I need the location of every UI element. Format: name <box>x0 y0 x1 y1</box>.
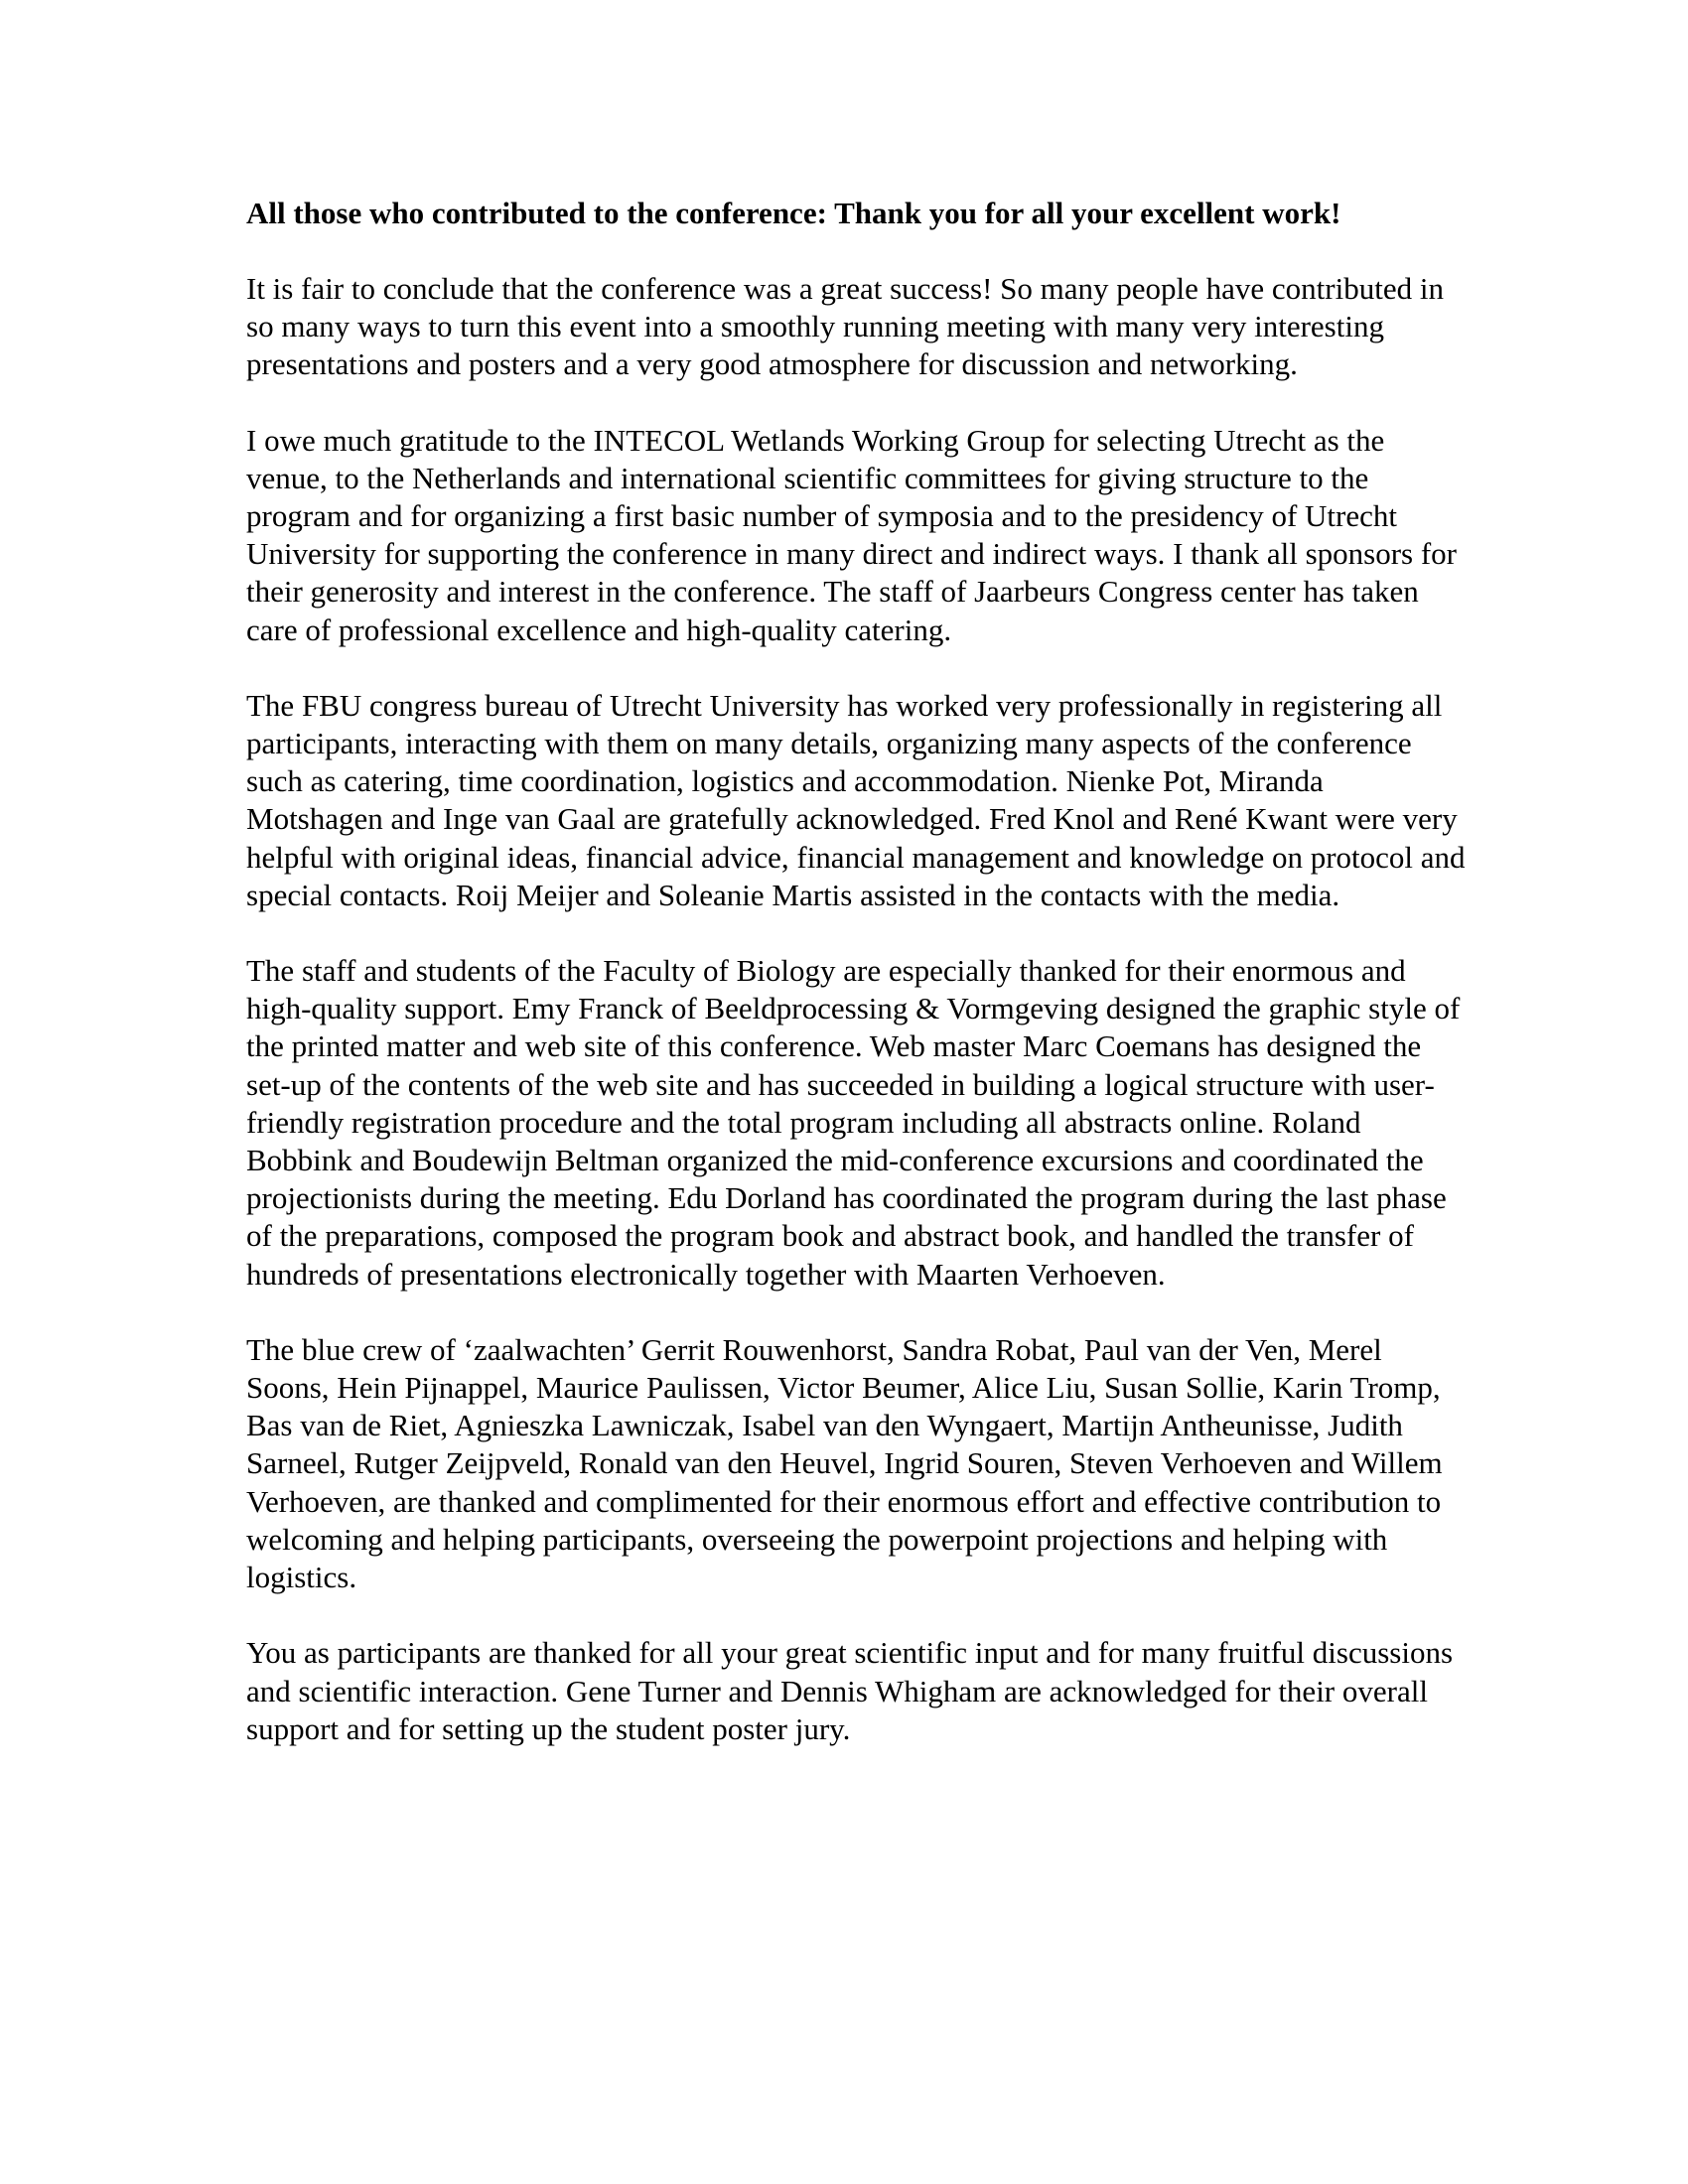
paragraph-congress-bureau: The FBU congress bureau of Utrecht University has worked very professionally in registering all participants, interacting with them on many details, organizing many aspects of the conference such as catering, time coordination, logistics and accommodation. Nienke Pot, Miranda Motshagen and Inge van Gaal are gratefully acknowledged. Fred Knol and René Kwant were very helpful with original ideas, financial advice, financial management and knowledge on protocol and special contacts. Roij Meijer and Soleanie Martis assisted in the contacts with the media. <box>246 687 1466 912</box>
document-heading: All those who contributed to the conference: Thank you for all your excellent work! <box>246 196 1341 230</box>
paragraph-blue-crew: The blue crew of ‘zaalwachten’ Gerrit Rouwenhorst, Sandra Robat, Paul van der Ven, Merel Soons, Hein Pijnappel, Maurice Paulissen, Victor Beumer, Alice Liu, Susan Sollie, Karin Tromp, Bas van de Riet, Agnieszka Lawniczak, Isabel van den Wyngaert, Martijn Antheunisse, Judith Sarneel, Rutger Zeijpveld, Ronald van den Heuvel, Ingrid Souren, Steven Verhoeven and Willem Verhoeven, are thanked and complimented for their enormous effort and effective contribution to welcoming and helping participants, overseeing the powerpoint projections and helping with logistics. <box>246 1331 1443 1595</box>
document-page <box>246 195 1468 1786</box>
paragraph-gratitude: I owe much gratitude to the INTECOL Wetlands Working Group for selecting Utrecht as the venue, to the Netherlands and international scientific committees for giving structure to the program and for organizing a first basic number of symposia and to the presidency of Utrecht University for supporting the conference in many direct and indirect ways. I thank all sponsors for their generosity and interest in the conference. The staff of Jaarbeurs Congress center has taken care of professional excellence and high-quality catering. <box>246 422 1457 647</box>
paragraph-success: It is fair to conclude that the conference was a great success! So many people have contributed in so many ways to turn this event into a smoothly running meeting with many very interesting presentations and posters and a very good atmosphere for discussion and networking. <box>246 271 1444 382</box>
paragraph-faculty-staff: The staff and students of the Faculty of Biology are especially thanked for their enormous and high-quality support. Emy Franck of Beeldprocessing & Vormgeving designed the graphic style of the printed matter and web site of this conference. Web master Marc Coemans has designed the set-up of the contents of the web site and has succeeded in building a logical structure with user-friendly registration procedure and the total program including all abstracts online. Roland Bobbink and Boudewijn Beltman organized the mid-conference excursions and coordinated the projectionists during the meeting. Edu Dorland has coordinated the program during the last phase of the preparations, composed the program book and abstract book, and handled the transfer of hundreds of presentations electronically together with Maarten Verhoeven. <box>246 953 1461 1292</box>
paragraph-participants: You as participants are thanked for all your great scientific input and for many fruitful discussions and scientific interaction. Gene Turner and Dennis Whigham are acknowledged for their overall support and for setting up the student poster jury. <box>246 1635 1454 1746</box>
